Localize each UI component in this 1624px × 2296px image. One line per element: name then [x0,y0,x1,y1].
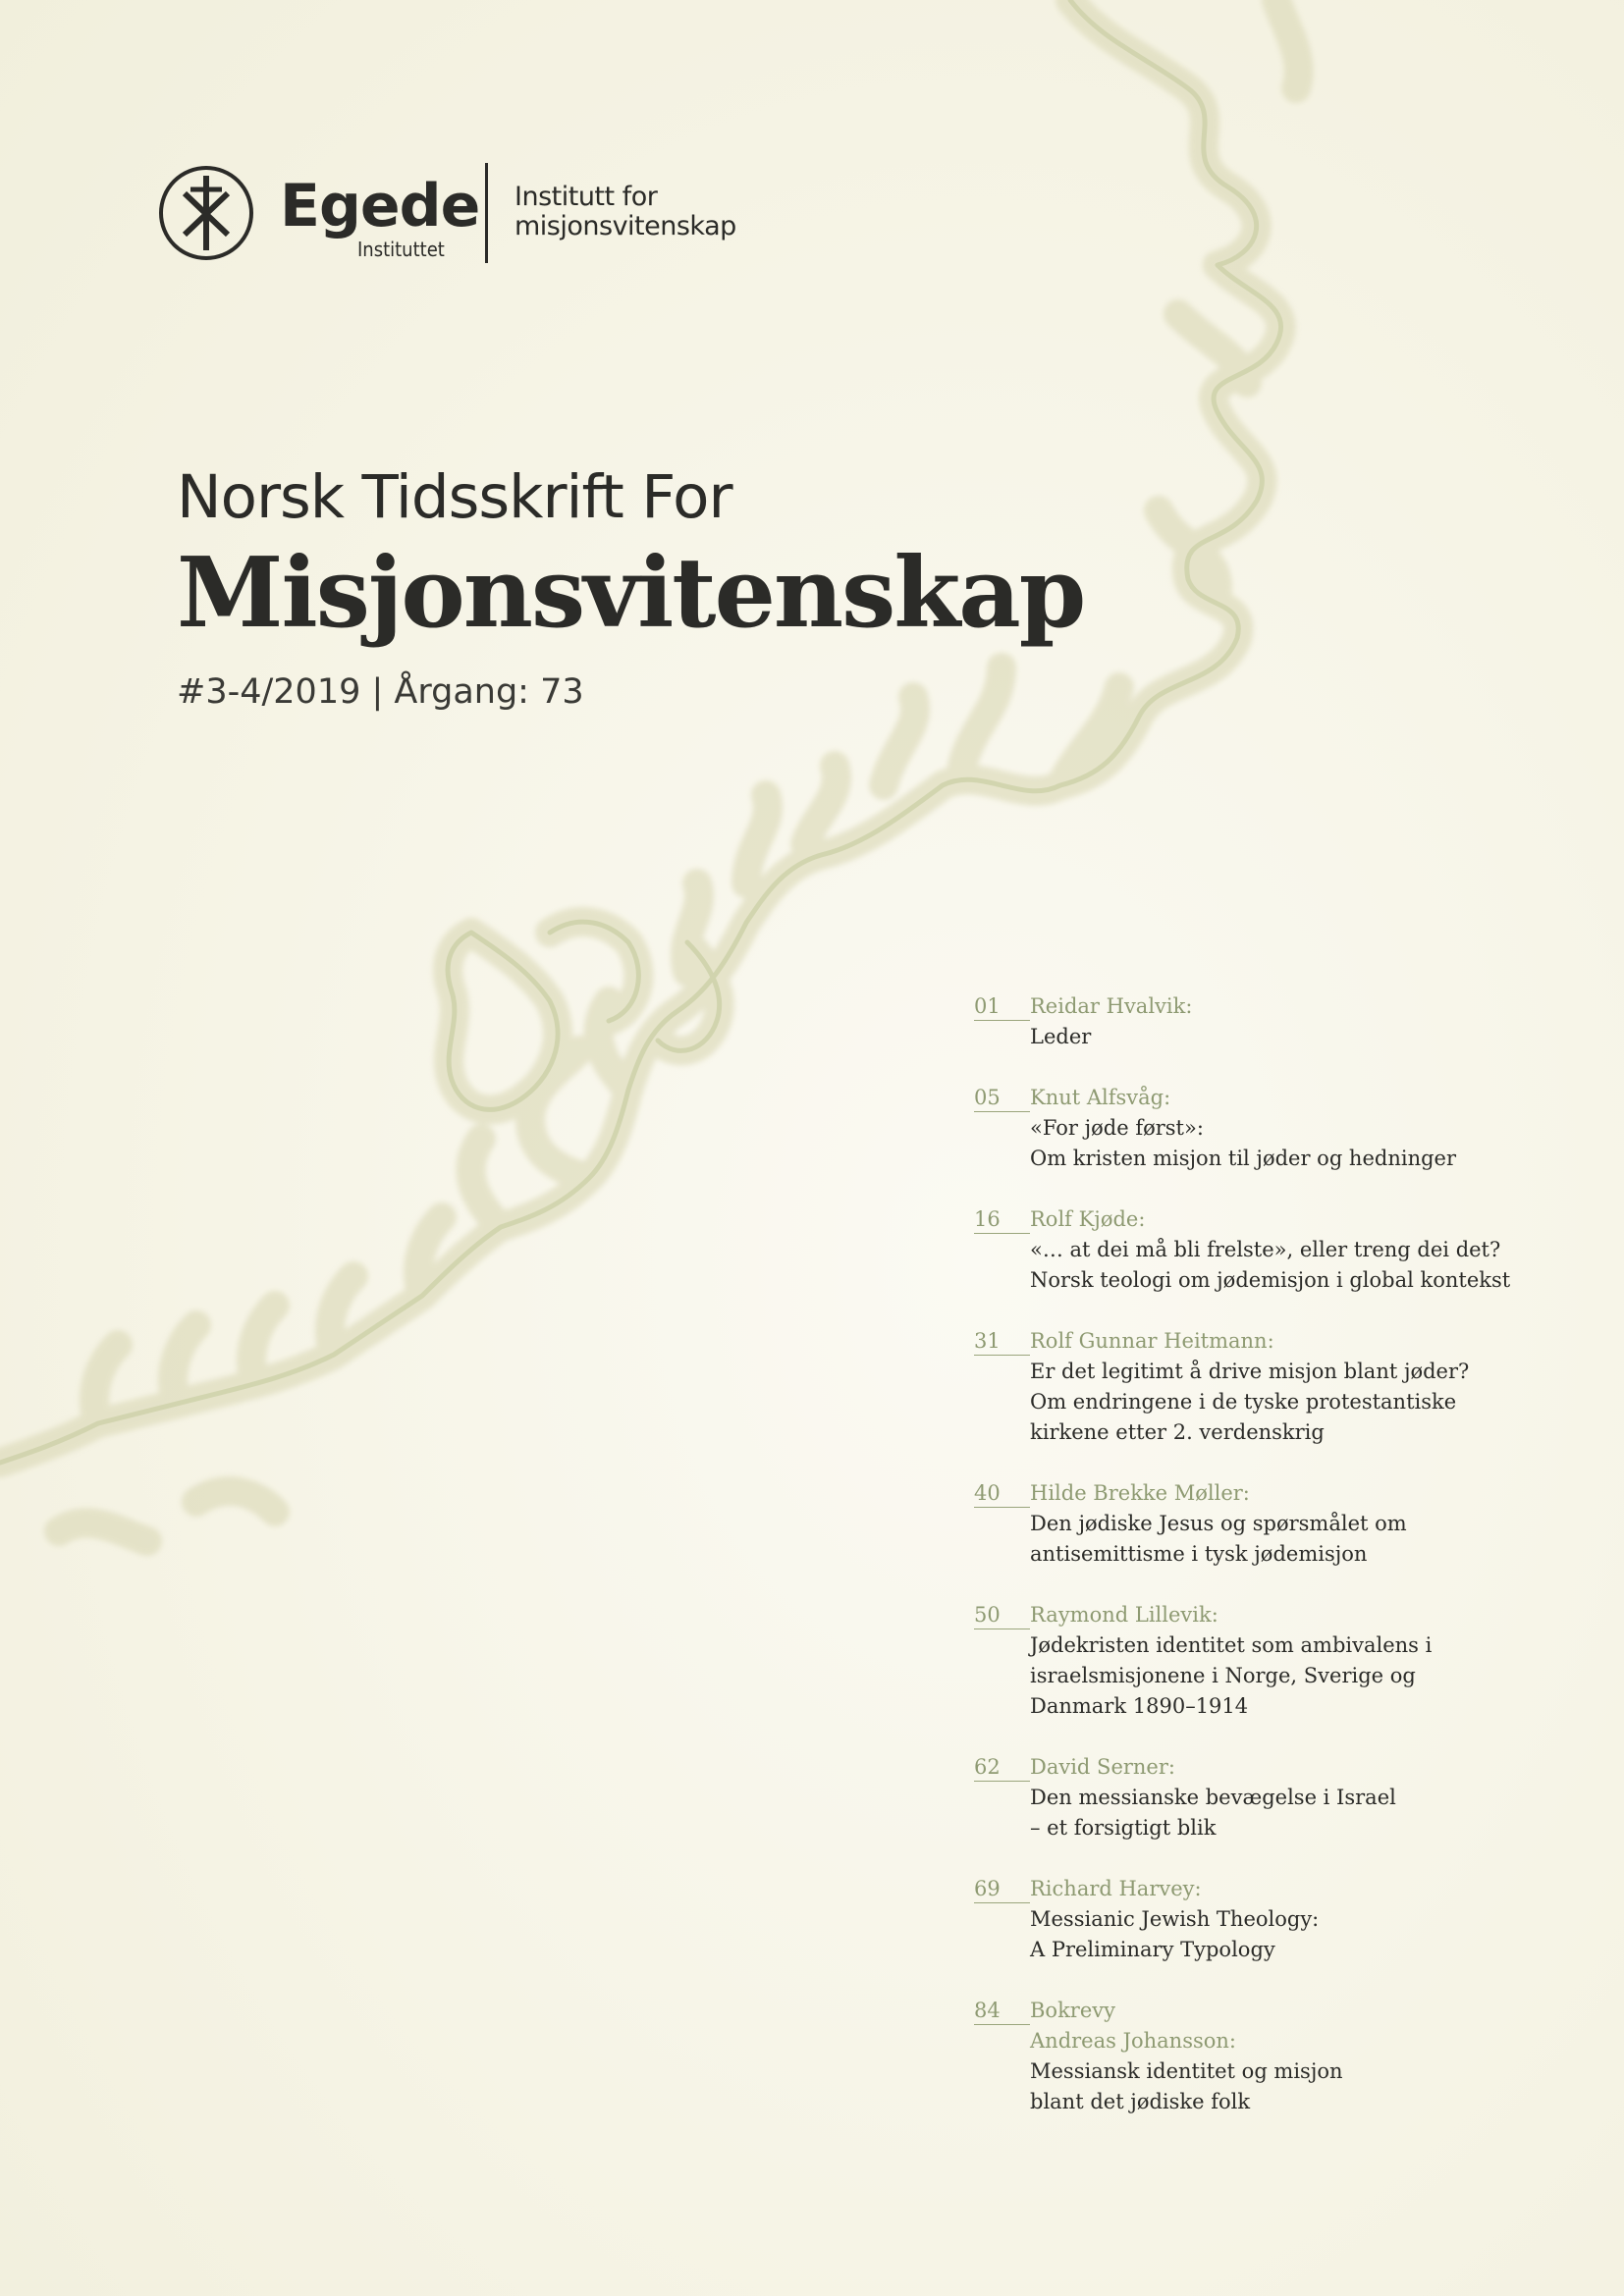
toc-title-line: «For jøde først»: [1030,1116,1204,1140]
logo-subtitle: Instituttet [357,238,445,261]
toc-author: Raymond Lillevik: [1030,1603,1218,1627]
toc-page-number: 69 [974,1874,1030,1903]
toc-title-line: kirkene etter 2. verdenskrig [1030,1420,1325,1444]
logo-name: Egede [280,172,480,240]
toc-author: Knut Alfsvåg: [1030,1086,1171,1109]
toc-entry[interactable] [974,1478,1602,1570]
toc-entry[interactable] [974,1083,1602,1174]
institute-name [514,183,736,241]
toc-title-line: Om kristen misjon til jøder og hedninger [1030,1147,1457,1170]
egede-logo-icon [157,164,255,262]
toc-author: Andreas Johansson: [1030,2029,1236,2053]
toc-entry[interactable] [974,1752,1602,1843]
toc-page-number: 05 [974,1083,1030,1112]
toc-title-line: Messianic Jewish Theology: [1030,1907,1320,1931]
toc-section-label: Bokrevy [1030,1999,1115,2022]
toc-entry[interactable] [974,1874,1602,1965]
toc-title-line: israelsmisjonene i Norge, Sverige og [1030,1664,1416,1687]
toc-entry[interactable] [974,1996,1602,2117]
toc-page-number: 01 [974,991,1030,1021]
toc-title-line: Om endringene i de tyske protestantiske [1030,1390,1457,1414]
journal-title-top: Norsk Tidsskrift For [177,462,732,532]
toc-title-line: Messiansk identitet og misjon [1030,2059,1343,2083]
toc-page-number: 62 [974,1752,1030,1782]
toc-entry[interactable] [974,1204,1602,1296]
table-of-contents [974,991,1602,2148]
toc-page-number: 50 [974,1600,1030,1629]
toc-title-line: Er det legitimt å drive misjon blant jøder? [1030,1360,1470,1383]
toc-author: Rolf Kjøde: [1030,1207,1146,1231]
toc-title-line: antisemittisme i tysk jødemisjon [1030,1542,1368,1566]
toc-title-line: Jødekristen identitet som ambivalens i [1030,1633,1433,1657]
toc-author: David Serner: [1030,1755,1175,1779]
toc-entry[interactable] [974,1326,1602,1448]
toc-entry[interactable] [974,1600,1602,1722]
toc-author: Hilde Brekke Møller: [1030,1481,1250,1505]
logo-divider [485,163,488,263]
toc-author: Richard Harvey: [1030,1877,1202,1900]
institute-line-2: misjonsvitenskap [514,211,736,241]
toc-author: Rolf Gunnar Heitmann: [1030,1329,1274,1353]
issue-info: #3-4/2019 | Årgang: 73 [177,672,584,712]
toc-title-line: «… at dei må bli frelste», eller treng dei det? [1030,1238,1501,1261]
toc-page-number: 16 [974,1204,1030,1234]
toc-entry[interactable] [974,991,1602,1052]
institute-line-1: Institutt for [514,182,658,212]
toc-page-number: 84 [974,1996,1030,2025]
toc-title-line: Den messianske bevægelse i Israel [1030,1786,1396,1809]
journal-title-main: Misjonsvitenskap [177,537,1085,650]
toc-title-line: Leder [1030,1025,1092,1048]
toc-page-number: 40 [974,1478,1030,1508]
toc-title-line: A Preliminary Typology [1030,1938,1275,1961]
toc-page-number: 31 [974,1326,1030,1356]
toc-title-line: blant det jødiske folk [1030,2090,1251,2113]
toc-title-line: Den jødiske Jesus og spørsmålet om [1030,1512,1407,1535]
toc-title-line: Norsk teologi om jødemisjon i global kontekst [1030,1268,1511,1292]
toc-author: Reidar Hvalvik: [1030,994,1193,1018]
toc-title-line: Danmark 1890–1914 [1030,1694,1249,1718]
toc-title-line: – et forsigtigt blik [1030,1816,1217,1840]
